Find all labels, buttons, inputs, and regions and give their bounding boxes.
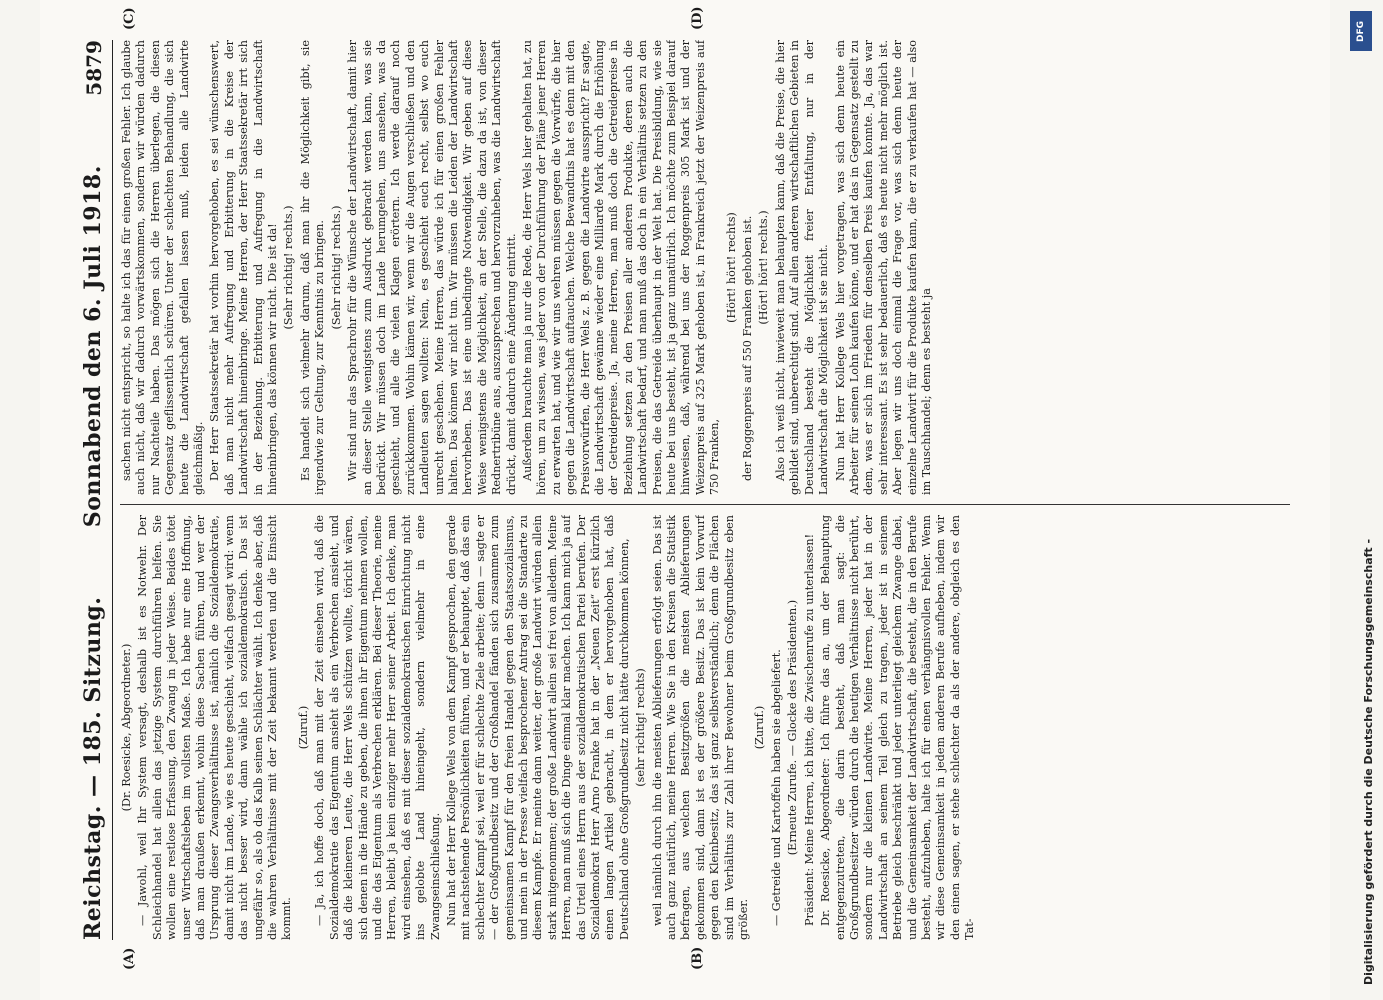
margin-marker-d: (D)	[690, 6, 705, 30]
speaker-line: (Dr. Roesicke, Abgeordneter.)	[120, 643, 133, 812]
header-left-title: Reichstag. — 185. Sitzung.	[80, 596, 106, 940]
document-page	[40, 0, 1330, 1000]
paragraph: Außerdem brauchte man ja nur die Rede, die Herr Wels hier gehalten hat, zu hören, um zu wissen, was jeder von der Durchführung der Pläne jener Herren zu erwarten hat, und wie wir uns wehren müssen gegen die Vorwürfe, die hier gegen die Landwirtschaft auftauchen. Welche Bewandtnis hat es denn mit den Preisvorwürfen, die Herr Wels z. B. gegen die Landwirte ausspricht? Er sagte, die Landwirtschaft gewänne wieder eine Milliarde Mark durch die Erhöhung der Getreidepreise. Ja, meine Herren, man muß doch die Getreidepreise in Beziehung setzen zu den Preisen aller anderen Produkte, deren auch die Landwirtschaft bedarf, und man muß das doch in ein Verhältnis setzen zu den Preisen, die das Getreide überhaupt in der Welt hat. Die Preisbildung, wie sie heute bei uns besteht, ist ja ganz unnatürlich. Ich möchte zum Beispiel darauf hinweisen, daß, während bei uns der Roggenpreis 305 Mark ist und der Weizenpreis auf 325 Mark gehoben ist, in Frankreich jetzt der Weizenpreis auf 750 Franken,	[520, 40, 722, 495]
margin-marker-b: (B)	[690, 946, 705, 970]
paragraph: Nun hat der Herr Kollege Wels von dem Kampf gesprochen, den gerade mit nachstehende Persönlichkeiten führen, und er behauptet, daß das ein schlechter Kampf sei, weil er für schlechte Ziele arbeite; denn — sagte er — der Großgrundbesitz und der Großhandel fänden sich zusammen zum gemeinsamen Kampf für den freien Handel gegen den Staatssozialismus, und mein in der Presse vielfach besprochener Antrag sei die Standarte zu diesem Kampfe. Er meinte dann weiter, der große Landwirt würden allein stark mitgenommen; der große Landwirt allein sei frei von alledem. Meine Herren, man muß sich die Dinge einmal klar machen. Ich kann mich ja auf das Urteil eines Herrn aus der sozialdemokratischen Partei berufen. Der Sozialdemokrat Herr Arno Franke hat in der „Neuen Zeit“ erst kürzlich einen langen Artikel gebracht, in dem er hervorgehoben hat, daß Deutschland ohne Großgrundbesitz nicht hätte durchkommen können,	[444, 515, 631, 940]
paragraph: Wir sind nur das Sprachrohr für die Wünsche der Landwirtschaft, damit hier an dieser Stelle wenigstens zum Ausdruck gebracht werden kann, was sie bedrückt. Wir müssen doch im Lande herumgehen, uns ansehen, was da geschieht, und alle die vielen Klagen erörtern. Ich werde darauf noch zurückkommen. Wohin kämen wir, wenn wir die Augen verschließen und den Landleuten sagen wollten: Nein, es geschieht euch recht, selbst wo euch unrecht geschehen. Meine Herren, das würde ich für einen großen Fehler halten. Das können wir nicht tun. Wir müssen die Leiden der Landwirtschaft hervorheben. Das ist eine unbedingte Notwendigkeit. Wir geben auf diese Weise wenigstens die Möglichkeit, an der Stelle, die dazu da ist, von dieser Rednertribüne aus, auszusprechen und hervorzuheben, was die Landwirtschaft drückt, damit dadurch eine Änderung eintritt.	[346, 40, 518, 495]
dfg-credit	[1340, 5, 1380, 995]
paragraph: Also ich weiß nicht, inwieweit man behaupten kann, daß die Preise, die hier gebildet sind, unberechtigt sind. Auf allen anderen wirtschaftlichen Gebieten in Deutschland besteht die Möglichkeit freier Entfaltung, nur in der Landwirtschaft die Möglichkeit ist sie nicht.	[773, 40, 831, 495]
paragraph: — Ja, ich hoffe doch, daß man mit der Zeit einsehen wird, daß die Sozialdemokratie das Eigentum ansieht als ein Verbrechen ansieht, und daß die kleineren Leute, die Herr Wels schützen wollte, töricht wären, sich denen in die Hände zu geben, die ihnen ihr Eigentum nehmen wollen, und die das Eigentum als Verbrechen erklären. Bei dieser Theorie, meine Herren, bleibt ja kein einziger mehr Herr seiner Arbeit. Ich denke, man wird einsehen, daß es mit dieser sozialdemokratischen Einrichtung nicht ins gelobte Land hineingeht, sondern vielmehr in eine Zwangseinschließung.	[313, 515, 442, 940]
paragraph: Dr. Roesicke, Abgeordneter: Ich führe das an, um der Behauptung entgegenzutreten, die darin besteht, daß man sagt: die Großgrundbesitzer würden durch die heutigen Verhältnisse nicht berührt, sondern nur die kleinen Landwirte. Meine Herren, jeder hat in der Landwirtschaft an seinem Teil gleich zu tragen, jeder ist in seinem Betriebe gleich beschränkt und jeder unterliegt gleichem Zwange dabei, und die Gemeinsamkeit der Landwirtschaft, die besteht, die in den Berufe besteht, aufzuheben, halte ich für einen verhängnisvollen Fehler. Wenn wir diese Gemeinsamkeit in jedem anderen Berufe aufheben, indem wir den einen sagen, er stehe schlechter da als der andere, obgleich es den Tat-	[819, 515, 977, 940]
header-date: Sonnabend den 6. Juli 1918.	[80, 165, 106, 528]
margin-marker-a: (A)	[122, 947, 137, 970]
interjection: (Hört! hört! rechts)	[724, 212, 738, 323]
paragraph: — Jawohl, weil Ihr System versagt, deshalb ist es Notwehr. Der Schleichhandel hat allein das jetzige System durchführen helfen. Sie wollen eine restlose Erfassung, den Zwang in jeder Weise. Beides tötet unser Wirtschaftsleben im vollsten Maße. Ich habe nur eine Hoffnung, daß man draußen erkennt, wohin diese Sachen führen, und wer der Ursprung dieser Zwangsverhältnisse ist, nämlich die Sozialdemokratie, damit nicht im Lande, wie es heute geschieht, vielfach gesagt wird: wenn das nicht besser wird, dann wähle ich sozialdemokratisch. Das ist ungefähr so, als ob das Kalb seinen Schlächter wählt. Ich denke aber, daß die wahren Verhältnisse mit der Zeit bekannt werden und die Einsicht kommt.	[136, 515, 294, 940]
paragraph: der Roggenpreis auf 550 Franken gehoben ist.	[741, 215, 755, 481]
interjection: (Sehr richtig! rechts.)	[282, 205, 296, 330]
paragraph: sachen nicht entspricht, so halte ich das für einen großen Fehler. Ich glaube auch nicht, daß wir dadurch vorwärtskommen, sondern wir würden dadurch nur Nachteile haben. Das mögen sich die Herren überlegen, die diesen Gegensatz geflissentlich schüren. Unter der schlechten Behandlung, die sich heute die Landwirtschaft gefallen lassen muß, leiden alle Landwirte gleichmäßig.	[120, 40, 206, 495]
dfg-logo-icon: DFG	[1350, 11, 1372, 51]
president-paragraph: Präsident: Meine Herren, ich bitte, die Zwischenrufe zu unterlassen!	[802, 533, 816, 926]
page-header	[58, 40, 113, 940]
page-number: 5879	[82, 40, 106, 96]
dfg-credit-text: Digitalisierung gefördert durch die Deutsche Forschungsgemeinschaft -	[1362, 538, 1375, 985]
interjection: (Hört! hört! rechts.)	[757, 210, 771, 325]
right-column	[120, 40, 1290, 495]
paragraph: — Getreide und Kartoffeln haben sie abgeliefert.	[769, 649, 783, 926]
interjection: (Erneute Zurufe. — Glocke des Präsidenten.)	[786, 599, 800, 856]
paragraph: weil nämlich durch ihn die meisten Ablieferungen erfolgt seien. Das ist auch ganz natürlich, meine Herren. Wie Sie in den Kreisen die Statistik befragen, aus welchen Besitzgrößen die meisten Ablieferungen gekommen sind, dann ist es der größere Besitz. Das ist kein Vorwurf gegen den Kleinbesitz, das ist ganz selbstverständlich; denn die Flächen sind im Verhältnis zur Zahl ihrer Bewohner beim Großgrundbesitz eben größer.	[650, 515, 751, 940]
interjection: (Sehr richtig! rechts.)	[329, 205, 343, 330]
paragraph: Es handelt sich vielmehr darum, daß man ihr die Möglichkeit gibt, sie irgendwie zur Geltung, zur Kenntnis zu bringen.	[298, 40, 327, 495]
interjection: (Zuruf.)	[296, 705, 310, 750]
paragraph: Der Herr Staatssekretär hat vorhin hervorgehoben, es sei wünschenswert, daß man nicht mehr Aufregung und Erbitterung in die Kreise der Landwirtschaft hineinbringe. Meine Herren, der Herr Staatssekretär irrt sich in der Beziehung. Erbitterung und Aufregung in die Landwirtschaft hineinbringen, das können wir nicht. Die ist da!	[208, 40, 280, 495]
interjection: (sehr richtig! rechts)	[634, 668, 648, 787]
paragraph: Nun hat Herr Kollege Wels hier vorgetragen, was sich denn heute ein Arbeiter für seinen Lohn kaufen könne, und er hat das in Gegensatz gestellt zu dem, was er sich im Frieden für denselben Preis kaufen konnte. Ja, das war sehr interessant. Es ist sehr bedauerlich, daß es heute nicht mehr möglich ist. Aber legen wir uns doch einmal die Frage vor, was sich denn heute der einzelne Landwirt für die Produkte kaufen kann, die er zu verkaufen hat — also im Tauschhandel; denn es besteht ja	[833, 40, 933, 495]
margin-marker-c: (C)	[122, 7, 137, 30]
interjection: (Zuruf.)	[753, 705, 767, 750]
left-column	[120, 515, 1290, 940]
column-divider	[120, 504, 1290, 505]
